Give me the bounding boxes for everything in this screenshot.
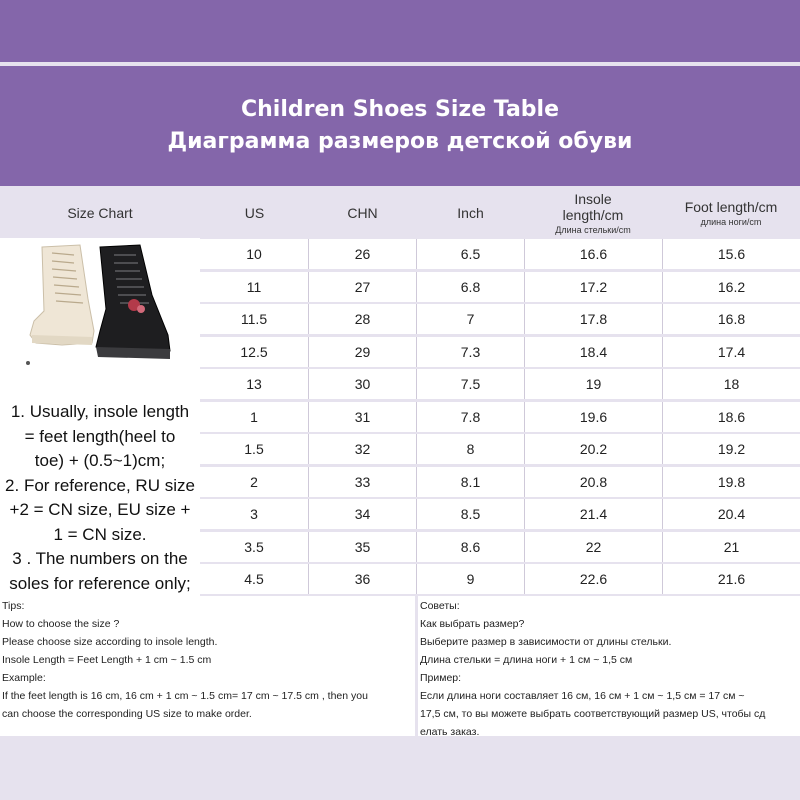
cell-us: 13 <box>246 376 262 392</box>
header-insole <box>525 188 661 238</box>
title-en: Children Shoes Size Table <box>240 97 560 122</box>
cell-foot: 18.6 <box>662 402 800 432</box>
cell-foot: 18 <box>662 369 800 399</box>
note-line: toe) + (0.5~1)cm; <box>34 451 166 470</box>
cell-inch: 6.8 <box>416 272 524 302</box>
header-us-label: US <box>244 205 265 221</box>
note-line: 1 = CN size. <box>53 524 147 544</box>
cell-us: 12.5 <box>240 343 268 360</box>
size-notes <box>0 400 200 596</box>
cell-insole: 17.8 <box>524 304 662 334</box>
table-row <box>200 532 800 562</box>
table-row <box>200 239 800 269</box>
boots-illustration-icon <box>22 239 178 369</box>
cell-us: 10 <box>246 246 262 262</box>
cell-insole: 17.2 <box>524 272 662 302</box>
note-line: soles for reference only; <box>9 573 191 593</box>
header-foot-ru: длина ноги/cm <box>700 217 762 227</box>
cell-insole: 20.8 <box>524 467 662 497</box>
cell-chn: 33 <box>308 467 416 497</box>
cell-inch: 6.5 <box>416 239 524 269</box>
header-size-chart <box>0 188 200 238</box>
cell-inch: 7.8 <box>416 402 524 432</box>
tip-line: 17,5 см, то вы можете выбрать соответствующий размер US, чтобы сд <box>420 708 766 720</box>
cell-foot: 15.6 <box>662 239 800 269</box>
table-row <box>200 467 800 497</box>
tip-line: Example: <box>2 672 46 684</box>
table-row <box>200 272 800 302</box>
cell-chn: 36 <box>308 564 416 594</box>
note-line: 2. For reference, RU size <box>5 475 195 495</box>
header-insole-label: Insole <box>574 191 612 207</box>
cell-inch: 7.5 <box>416 369 524 399</box>
note-line: 1. Usually, insole length <box>10 402 190 421</box>
header-chn-label: CHN <box>347 205 378 221</box>
header-foot <box>662 188 800 238</box>
cell-inch: 8 <box>416 434 524 464</box>
header-chn <box>309 188 416 238</box>
table-row <box>200 369 800 399</box>
cell-us: 1.5 <box>244 441 264 457</box>
header-us <box>201 188 308 238</box>
cell-foot: 21.6 <box>662 564 800 594</box>
title-banner <box>0 66 800 186</box>
note-line: 3 . The numbers on the <box>12 549 188 568</box>
cell-inch: 8.1 <box>416 467 524 497</box>
cell-foot: 19.2 <box>662 434 800 464</box>
note-line: +2 = CN size, EU size + <box>9 500 191 519</box>
cell-insole: 20.2 <box>524 434 662 464</box>
cell-chn: 29 <box>308 337 416 367</box>
cell-chn: 26 <box>308 239 416 269</box>
cell-chn: 32 <box>308 434 416 464</box>
tip-line: If the feet length is 16 cm, 16 cm + 1 cm ~ 1.5 cm= 17 cm ~ 17.5 cm , then you <box>2 690 368 702</box>
table-row <box>200 402 800 432</box>
tip-line: Пример: <box>420 672 462 684</box>
tip-line: Советы: <box>420 600 460 612</box>
top-band <box>0 0 800 62</box>
tip-line: Please choose size according to insole length. <box>2 636 218 648</box>
cell-foot: 17.4 <box>662 337 800 367</box>
tip-line: Выберите размер в зависимости от длины стельки. <box>420 636 672 648</box>
table-row <box>200 499 800 529</box>
header-foot-label: Foot length/cm <box>684 199 778 215</box>
tip-line: Если длина ноги составляет 16 см, 16 см + 1 см ~ 1,5 см = 17 см ~ <box>420 690 745 702</box>
cell-inch: 9 <box>416 564 524 594</box>
cell-insole: 21.4 <box>524 499 662 529</box>
cell-us: 3.5 <box>244 538 264 555</box>
bottom-band <box>0 738 800 800</box>
header-size-chart-label: Size Chart <box>67 205 133 221</box>
kids-boots-photo <box>22 239 178 369</box>
cell-inch: 8.5 <box>416 499 524 529</box>
tip-line: Длина стельки = длина ноги + 1 см ~ 1,5 см <box>420 654 633 666</box>
cell-foot: 21 <box>662 532 800 562</box>
cell-foot: 19.8 <box>662 467 800 497</box>
table-row <box>200 337 800 367</box>
title-ru: Диаграмма размеров детской обуви <box>167 129 633 154</box>
cell-chn: 27 <box>308 272 416 302</box>
tip-line: Insole Length = Feet Length + 1 cm ~ 1.5 cm <box>2 654 212 666</box>
cell-us: 11 <box>246 278 262 295</box>
cell-chn: 28 <box>308 304 416 334</box>
cell-inch: 7 <box>416 304 524 334</box>
table-row <box>200 304 800 334</box>
cell-insole: 16.6 <box>524 239 662 269</box>
cell-foot: 16.2 <box>662 272 800 302</box>
table-row <box>200 564 800 594</box>
cell-chn: 31 <box>308 402 416 432</box>
cell-chn: 34 <box>308 499 416 529</box>
cell-insole: 19 <box>524 369 662 399</box>
tip-line: Как выбрать размер? <box>420 618 525 630</box>
header-insole-ru: Длина стельки/cm <box>555 225 631 235</box>
table-row <box>200 434 800 464</box>
cell-inch: 7.3 <box>416 337 524 367</box>
tips-english <box>0 596 415 736</box>
cell-chn: 30 <box>308 369 416 399</box>
tip-line: can choose the corresponding US size to make order. <box>2 708 252 720</box>
tip-line: Tips: <box>2 600 25 612</box>
cell-insole: 19.6 <box>524 402 662 432</box>
header-insole-unit: length/cm <box>562 207 624 223</box>
tip-line: How to choose the size ? <box>2 618 120 630</box>
tip-line: елать заказ. <box>420 726 480 738</box>
cell-inch: 8.6 <box>416 532 524 562</box>
note-line: = feet length(heel to <box>24 426 176 446</box>
cell-insole: 22.6 <box>524 564 662 594</box>
cell-foot: 16.8 <box>662 304 800 334</box>
cell-chn: 35 <box>308 532 416 562</box>
cell-us: 1 <box>250 408 258 425</box>
cell-us: 3 <box>250 506 258 522</box>
cell-insole: 18.4 <box>524 337 662 367</box>
cell-us: 4.5 <box>244 571 264 587</box>
header-inch <box>417 188 524 238</box>
cell-foot: 20.4 <box>662 499 800 529</box>
header-inch-label: Inch <box>457 205 484 221</box>
tips-russian <box>418 596 800 736</box>
cell-us: 11.5 <box>240 311 268 327</box>
cell-insole: 22 <box>524 532 662 562</box>
cell-us: 2 <box>250 473 258 490</box>
